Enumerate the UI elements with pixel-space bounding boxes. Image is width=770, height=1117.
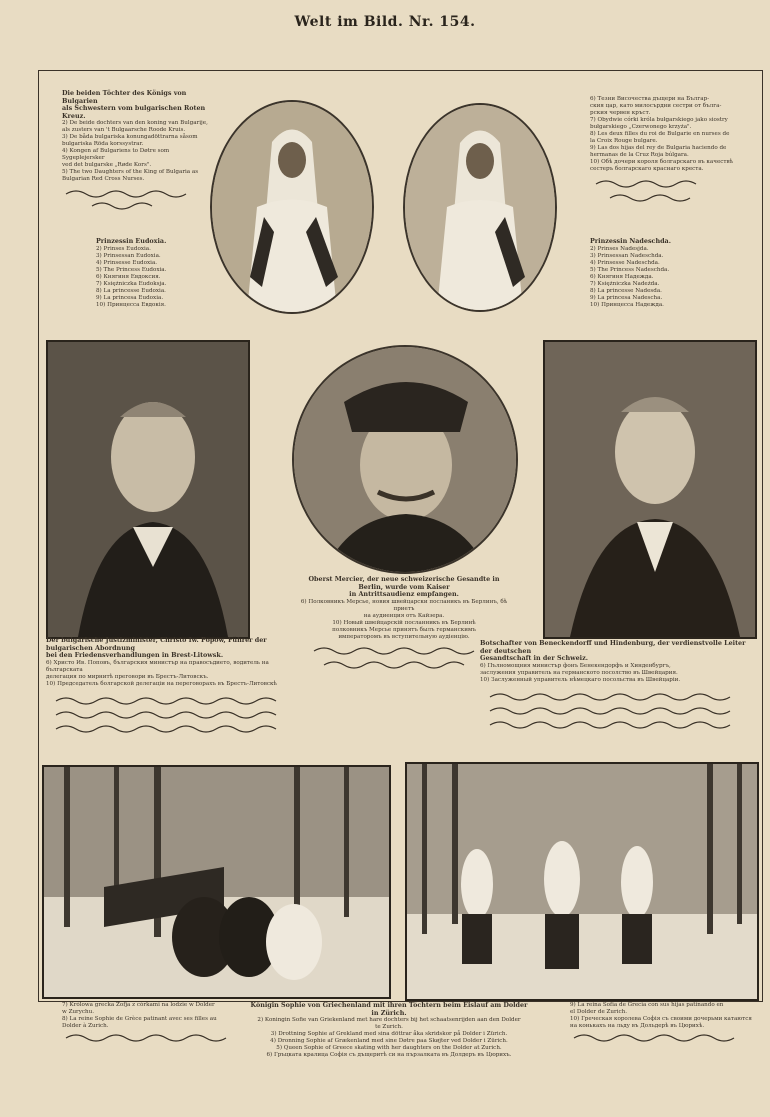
- popow-line: 10) Председатель болгарской делегаціи на переговорахъ въ Брестъ-Литовскѣ: [46, 680, 277, 687]
- skating-line: 5) Queen Sophie of Greece skating with her daughters on the Dolder at Zurich.: [276, 1045, 502, 1052]
- nadejda-line: 2) Prinses Nadesjda.: [590, 245, 649, 252]
- winter-forest-scene-right: [407, 764, 757, 999]
- hindenburg-line: 10) Заслуженный управитель нѣмецкаго посольства въ Швейцаріи.: [480, 676, 681, 683]
- eudoxia-line: 9) La princesa Eudoxia.: [96, 294, 164, 301]
- skating-line: 9) La reina Sofía de Grecia con sus hijas patinando en: [570, 1002, 724, 1008]
- popow-title-line-2: bei den Friedensverhandlungen in Brest-Litowsk.: [46, 651, 224, 660]
- nurses-caption-line: 6) Тезни Височества дъщери на Българ-: [590, 96, 710, 102]
- skating-line: 10) Греческая королева Софія съ своими дочерьми катаются: [570, 1016, 752, 1022]
- mercier-line: императоромъ въ вступительную аудіенцію.: [338, 633, 470, 640]
- arabic-script-mark: [46, 691, 296, 735]
- skating-line: 6) Гръцката кралица Софія съ дъщеритѣ си на пързалката въ Долдеръ въ Цюрихъ.: [266, 1052, 512, 1059]
- popow-caption: [46, 637, 296, 738]
- hindenburg-line: заслужения управитель на германското посолство въ Швейцария.: [480, 669, 678, 676]
- skating-caption-right: [570, 1002, 755, 1047]
- nurses-caption-left: [62, 90, 212, 215]
- nurse-figure-left: [212, 102, 372, 312]
- hindenburg-title-line-2: Gesandtschaft in der Schweiz.: [480, 654, 588, 663]
- arabic-script-mark: [570, 1030, 755, 1044]
- nurses-caption-line: bulgariska Röda korssystrar.: [62, 141, 144, 148]
- nadejda-line: 10) Принцесса Надежда.: [590, 301, 664, 308]
- mercier-line: 6) Полковникъ Мерсье, новия швейцарски посланикъ въ Берлинъ, бѣ приетъ: [300, 598, 508, 612]
- nadejda-title: Prinzessin Nadeschda.: [590, 237, 671, 245]
- eudoxia-line: 2) Prinses Eudoxia.: [96, 245, 151, 252]
- winter-forest-scene-left: [44, 767, 389, 997]
- officer-portrait-center: [294, 347, 516, 572]
- nadejda-line: 4) Prinsesse Nadeschda.: [590, 259, 660, 266]
- man-portrait-left: [48, 342, 248, 637]
- man-portrait-right: [545, 342, 755, 637]
- skating-line: w Zurychu.: [62, 1009, 95, 1015]
- nadejda-line: 6) Княгиня Надежда.: [590, 273, 654, 280]
- nurses-caption-line: 4) Kongen af Bulgariens to Døtre som Sygeplejersker: [62, 148, 170, 162]
- mercier-line: 10) Новый швейцарскій посланникъ въ Берлинѣ: [332, 619, 476, 626]
- eudoxia-line: 3) Prinsessan Eudoxia.: [96, 252, 161, 259]
- portrait-princess-nadejda: [403, 103, 557, 312]
- eudoxia-line: 4) Prinsesse Eudoxia.: [96, 259, 158, 266]
- mercier-line: на аудиенция отъ Кайзера.: [363, 612, 445, 619]
- nurses-caption-line: 3) De båda bulgariska konungadöttrarna såsom: [62, 134, 198, 141]
- nurse-figure-right: [405, 105, 555, 310]
- eudoxia-title: Prinzessin Eudoxia.: [96, 237, 167, 245]
- eudoxia-line: 6) Княгиня Евдоксия.: [96, 273, 161, 280]
- nurses-caption-line: 5) The two Daughters of the King of Bulgaria as: [62, 169, 199, 176]
- nurses-caption-line: сестеръ болгарскаго краснаго креста.: [590, 166, 704, 172]
- arabic-script-mark: [62, 186, 192, 212]
- skating-caption-center: [248, 1002, 530, 1059]
- arabic-script-mark: [62, 1030, 242, 1044]
- skating-line: Dolder à Zurich.: [62, 1023, 109, 1029]
- skating-line: 7) Królowa grecka Zofja z córkami na lodzie w Dolder: [62, 1002, 215, 1008]
- hindenburg-title-line-1: Botschafter von Beneckendorff und Hindenburg, der verdienstvolle Leiter der deutschen: [480, 639, 746, 655]
- nurses-caption-line: bułgarskiego „Czerwonego krzyża".: [590, 124, 692, 130]
- arabic-script-mark: [480, 687, 752, 731]
- nurses-caption-line: Bulgarian Red Cross Nurses.: [62, 176, 145, 183]
- nurses-title-line-2: als Schwestern vom bulgarischen Roten Kreuz.: [62, 104, 206, 120]
- eudoxia-line: 7) Księżniczka Eudoksja.: [96, 280, 167, 287]
- photo-beneckendorff-hindenburg: [543, 340, 757, 639]
- nurses-caption-line: als zusters van 't Bulgaarsche Roode Kruis.: [62, 127, 186, 134]
- eudoxia-line: 8) La princesse Eudoxia.: [96, 287, 166, 294]
- skating-line: 2) Koningin Sofie van Griekenland met hare dochters bij het schaatsenrijden aan den Dolder: [257, 1017, 521, 1024]
- mercier-caption: [298, 576, 510, 674]
- nadejda-line: 3) Prinsessan Nadeschda.: [590, 252, 664, 259]
- skating-line: 3) Drottning Sophie af Grekland med sina döttrar åka skridskor på Dolder i Zürich.: [270, 1031, 508, 1038]
- nadejda-caption: [590, 238, 720, 309]
- arabic-script-mark: [590, 176, 720, 204]
- skating-line: 4) Dronning Sophie af Grækenland med sine Døtre paa Skøjter ved Dolder i Zürich.: [270, 1038, 508, 1045]
- nurses-caption-line: 10) Обѣ дочери короля болгарскаго въ качествѣ: [590, 159, 734, 165]
- nadejda-line: 7) Księżniczka Nadeżda.: [590, 280, 660, 287]
- popow-line: делегация по мирнитѣ преговори въ Брестъ-Литовскъ.: [46, 673, 209, 680]
- nurses-caption-line: hermanas de la Cruz Roja búlgara.: [590, 152, 689, 158]
- eudoxia-line: 5) The Princess Eudoxia.: [96, 266, 167, 273]
- skating-line: 8) La reine Sophie de Grèce patinant avec ses filles au: [62, 1016, 217, 1022]
- mercier-title-line-2: in Antrittsaudienz empfangen.: [349, 590, 459, 599]
- nurses-caption-line: 7) Obydwie córki króla bułgarskiego jako siostry: [590, 117, 728, 123]
- nurses-caption-line: рския червен кръст.: [590, 110, 651, 116]
- nurses-title-line-1: Die beiden Töchter des Königs von Bulgarien: [62, 89, 187, 105]
- photo-skating-seated: [42, 765, 391, 999]
- mercier-line: полковникъ Мерсье принятъ былъ германскимъ: [332, 626, 476, 633]
- photo-oberst-mercier: [292, 345, 518, 574]
- nurses-caption-line: 2) De beide dochters van den koning van Bulgarije,: [62, 120, 208, 127]
- skating-line: te Zurich.: [375, 1024, 403, 1031]
- nurses-caption-right: [590, 96, 745, 207]
- nadejda-line: 9) La princesa Nadescha.: [590, 294, 663, 301]
- mercier-title-line-1: Oberst Mercier, der neue schweizerische Gesandte in Berlin, wurde vom Kaiser: [308, 575, 500, 591]
- skating-title: Königin Sophie von Griechenland mit ihren Töchtern beim Eislauf am Dolder in Zürich.: [250, 1001, 528, 1017]
- hindenburg-caption: [480, 640, 752, 734]
- eudoxia-line: 10) Принцесса Евдокія.: [96, 301, 166, 308]
- nadejda-line: 5) The Princess Nadeschda.: [590, 266, 670, 273]
- photo-christo-popow: [46, 340, 250, 639]
- nurses-caption-line: la Croix Rouge bulgare.: [590, 138, 658, 144]
- nurses-caption-line: ved det bulgarske „Røde Kors".: [62, 162, 152, 169]
- nurses-caption-line: ския цар, като милосърдни сестри от бълга-: [590, 103, 722, 109]
- photo-skating-standing: [405, 762, 759, 1001]
- nadejda-line: 8) La princesse Nadesda.: [590, 287, 662, 294]
- arabic-script-mark: [304, 641, 504, 671]
- hindenburg-line: 6) Пълномощния министър фонъ Бенекендорфъ и Хинденбургъ,: [480, 662, 671, 669]
- page-header: Welt im Bild. Nr. 154.: [294, 14, 476, 30]
- popow-title-line-1: Der bulgarische Justizminister, Christo Iw. Popow, Führer der bulgarischen Abordnung: [46, 636, 267, 652]
- portrait-princess-eudoxia: [210, 100, 374, 314]
- skating-line: на конькахъ на льду въ Дольдерѣ въ Цюрихѣ.: [570, 1023, 705, 1029]
- eudoxia-caption: [96, 238, 216, 309]
- skating-line: el Dolder de Zurich.: [570, 1009, 627, 1015]
- nurses-caption-line: 8) Les deux filles du roi de Bulgarie en nurses de: [590, 131, 730, 137]
- skating-caption-left: [62, 1002, 242, 1047]
- popow-line: 6) Христо Ив. Поповъ, българския министър на правосъдието, водитель на българската: [46, 659, 269, 673]
- nurses-caption-line: 9) Las dos hijas del rey de Bulgaria haciendo de: [590, 145, 727, 151]
